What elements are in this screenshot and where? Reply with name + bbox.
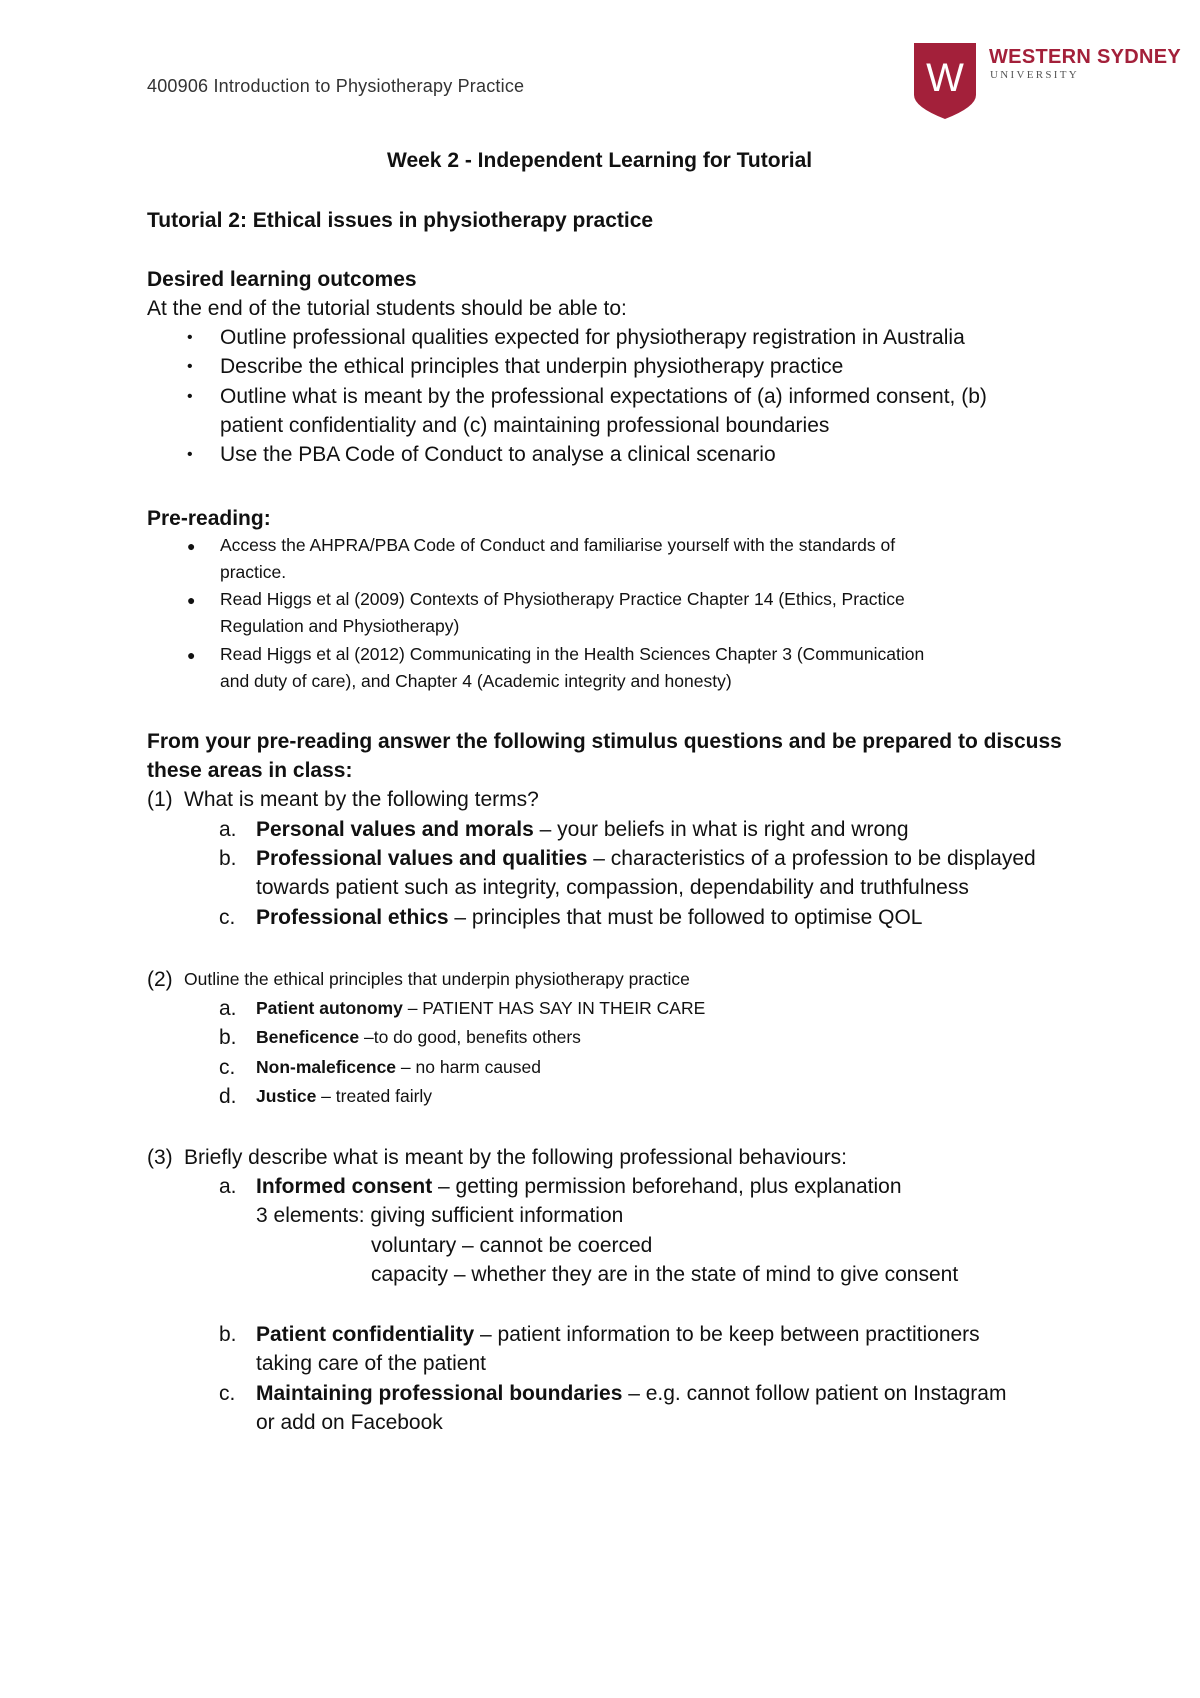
question-text: Briefly describe what is meant by the following professional behaviours: bbox=[184, 1146, 848, 1169]
behaviour-item-continued: taking care of the patient bbox=[256, 1352, 486, 1375]
behaviour-item-continued: or add on Facebook bbox=[256, 1411, 443, 1434]
definition-item: Professional ethics – principles that must be followed to optimise QOL bbox=[256, 906, 923, 929]
prereading-item-continued: Regulation and Physiotherapy) bbox=[220, 616, 460, 636]
prereading-item: Read Higgs et al (2012) Communicating in the Health Sciences Chapter 3 (Communication bbox=[220, 644, 925, 664]
outcome-item: Use the PBA Code of Conduct to analyse a clinical scenario bbox=[220, 443, 776, 466]
stimulus-heading: From your pre-reading answer the following stimulus questions and be prepared to discuss bbox=[147, 730, 1062, 753]
prereading-item: Read Higgs et al (2009) Contexts of Physiotherapy Practice Chapter 14 (Ethics, Practice bbox=[220, 589, 905, 609]
university-logo bbox=[914, 43, 1182, 119]
logo-wordmark: WESTERN SYDNEY bbox=[989, 46, 1182, 68]
item-letter: c. bbox=[219, 1056, 236, 1079]
tutorial-title: Tutorial 2: Ethical issues in physiotherapy practice bbox=[147, 209, 654, 232]
item-letter: c. bbox=[219, 906, 236, 929]
definition-item: Professional values and qualities – characteristics of a profession to be displayed bbox=[256, 847, 1036, 870]
logo-subtitle: UNIVERSITY bbox=[990, 69, 1079, 81]
page-title: Week 2 - Independent Learning for Tutorial bbox=[387, 149, 813, 172]
item-letter: c. bbox=[219, 1382, 236, 1405]
prereading-heading: Pre-reading: bbox=[147, 507, 271, 530]
behaviour-item-continued: 3 elements: giving sufficient information bbox=[256, 1204, 624, 1227]
outcome-item: Outline what is meant by the professional expectations of (a) informed consent, (b) bbox=[220, 385, 987, 408]
outcome-item: Outline professional qualities expected for physiotherapy registration in Australia bbox=[220, 326, 965, 349]
outcome-item: Describe the ethical principles that underpin physiotherapy practice bbox=[220, 355, 844, 378]
behaviour-item: Patient confidentiality – patient information to be keep between practitioners bbox=[256, 1323, 980, 1346]
definition-item-continued: towards patient such as integrity, compassion, dependability and truthfulness bbox=[256, 876, 969, 899]
shield-logo-icon bbox=[914, 43, 976, 119]
question-number: (1) bbox=[147, 788, 173, 811]
stimulus-heading-continued: these areas in class: bbox=[147, 759, 353, 782]
item-letter: a. bbox=[219, 997, 237, 1020]
definition-item: Personal values and morals – your beliefs in what is right and wrong bbox=[256, 818, 909, 841]
behaviour-item-continued: voluntary – cannot be coerced bbox=[371, 1234, 653, 1257]
behaviour-item-continued: capacity – whether they are in the state of mind to give consent bbox=[371, 1263, 959, 1286]
question-number: (2) bbox=[147, 968, 173, 991]
item-letter: b. bbox=[219, 1323, 237, 1346]
principle-item: Beneficence –to do good, benefits others bbox=[256, 1027, 581, 1047]
item-letter: b. bbox=[219, 1026, 237, 1049]
prereading-item: Access the AHPRA/PBA Code of Conduct and familiarise yourself with the standards of bbox=[220, 535, 896, 555]
principle-item: Non-maleficence – no harm caused bbox=[256, 1057, 541, 1077]
behaviour-item: Maintaining professional boundaries – e.g. cannot follow patient on Instagram bbox=[256, 1382, 1007, 1405]
outcomes-intro: At the end of the tutorial students should be able to: bbox=[147, 297, 627, 320]
item-letter: a. bbox=[219, 818, 237, 841]
outcomes-heading: Desired learning outcomes bbox=[147, 268, 417, 291]
item-letter: a. bbox=[219, 1175, 237, 1198]
principle-item: Justice – treated fairly bbox=[256, 1086, 433, 1106]
course-header: 400906 Introduction to Physiotherapy Practice bbox=[147, 76, 525, 96]
behaviour-item: Informed consent – getting permission beforehand, plus explanation bbox=[256, 1175, 902, 1198]
prereading-item-continued: and duty of care), and Chapter 4 (Academic integrity and honesty) bbox=[220, 671, 732, 691]
question-text: Outline the ethical principles that underpin physiotherapy practice bbox=[184, 969, 690, 989]
item-letter: b. bbox=[219, 847, 237, 870]
prereading-item-continued: practice. bbox=[220, 562, 287, 582]
svg-text:W: W bbox=[926, 56, 964, 100]
outcome-item-continued: patient confidentiality and (c) maintaining professional boundaries bbox=[220, 414, 830, 437]
item-letter: d. bbox=[219, 1085, 237, 1108]
document-page: 400906 Introduction to Physiotherapy Practice W WESTERN SYDNEY UNIVERSITY Week 2 - Independent Learning for Tutorial Tutorial 2: Ethical issues in physiotherapy practice Desired learning outcomes At the end of the tutorial students should be able to: • Outline professional qualities expected for physiotherapy registration in Australia • Describe the ethical principles that underpin physiotherapy practice • Outline what is meant by the professional expectations of (a) informed consent, (b) patient confidentiality and (c) maintaining professional boundaries • Use the PBA Code of Conduct to analyse a clinical scenario Pre-reading: ● Access the AHPRA/PBA Code of Conduct and familiarise yourself with the standards of practice. ● Read Higgs et al (2009) Contexts of Physiotherapy Practice Chapter 14 (Ethics, Practice Regulation and Physiotherapy) ● Read Higgs et al (2012) Communicating in the Health Sciences Chapter 3 (Communication and duty of care), and Chapter 4 (Academic integrity and honesty) From your pre-reading answer the following stimulus questions and be prepared to discuss these areas in class: (1) What is meant by the following terms? a. Personal values and morals – your beliefs in what is right and wrong b. Professional values and qualities – characteristics of a profession to be displayed towards patient such as integrity, compassion, dependability and truthfulness c. Professional ethics – principles that must be followed to optimise QOL (2) Outline the ethical principles that underpin physiotherapy practice a. Patient autonomy – PATIENT HAS SAY IN THEIR CARE b. Beneficence –to do good, benefits others c. Non-maleficence – no harm caused d. Justice – treated fairly (3) Briefly describe what is meant by the following professional behaviours: a. Informed consent – getting permission beforehand, plus explanation 3 elements: giving sufficient information voluntary – cannot be coerced capacity – whether they are in the state of mind to give consent b. Patient confidentiality – patient information to be keep between practitioners taking care of the patient c. Maintaining professional boundaries – e.g. cannot follow patient on Instagram or add on Facebook bbox=[0, 0, 1200, 1698]
question-text: What is meant by the following terms? bbox=[184, 788, 539, 811]
principle-item: Patient autonomy – PATIENT HAS SAY IN THEIR CARE bbox=[256, 998, 706, 1018]
question-number: (3) bbox=[147, 1146, 173, 1169]
